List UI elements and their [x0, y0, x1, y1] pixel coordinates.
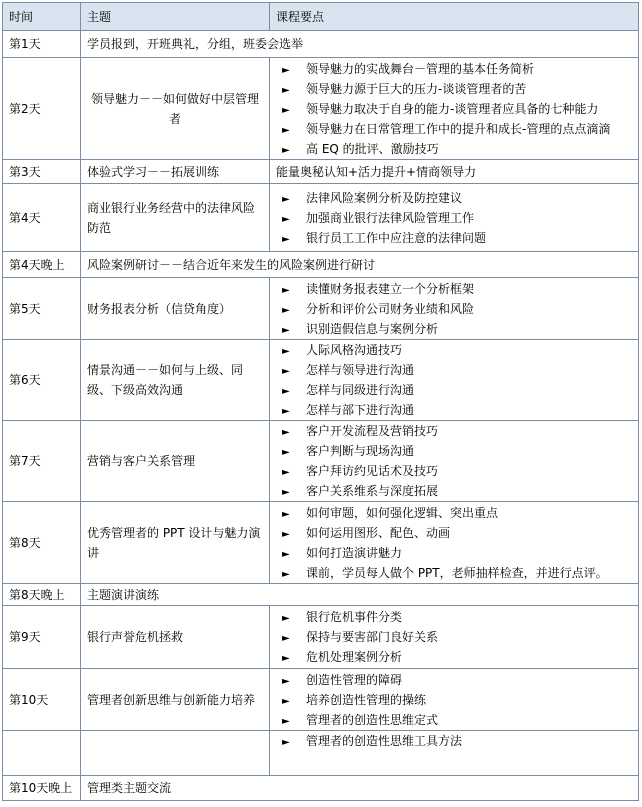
- table-row: [3, 502, 639, 584]
- list-item: ► 客户关系维系与深度拓展: [276, 481, 632, 501]
- list-item: ► 识别造假信息与案例分析: [276, 319, 632, 339]
- list-item: ► 领导魅力的实战舞台－管理的基本任务简析: [276, 59, 632, 79]
- header-time: 时间: [3, 3, 81, 31]
- bullet-arrow-icon: ►: [282, 427, 290, 438]
- table-row: [3, 160, 639, 184]
- day-cell: 第6天: [3, 340, 81, 421]
- curriculum-table: [2, 2, 639, 801]
- list-item: ► 银行员工工作中应注意的法律问题: [276, 228, 632, 248]
- points-cell: [270, 58, 639, 160]
- topic-cell: [81, 731, 270, 776]
- points-cell: [270, 278, 639, 340]
- list-item: ► 高 EQ 的批评、激励技巧: [276, 139, 632, 159]
- table-row: [3, 31, 639, 58]
- bullet-arrow-icon: ►: [282, 487, 290, 498]
- day-cell: 第4天晚上: [3, 252, 81, 278]
- topic-cell: 主题演讲演练: [81, 584, 639, 606]
- points-list: [276, 503, 632, 583]
- list-item: ► 领导魅力取决于自身的能力-谈管理者应具备的七种能力: [276, 99, 632, 119]
- points-list: [276, 607, 632, 667]
- table-row: [3, 606, 639, 669]
- list-item: ► 客户判断与现场沟通: [276, 441, 632, 461]
- bullet-arrow-icon: ►: [282, 528, 290, 540]
- bullet-arrow-icon: ►: [282, 64, 290, 76]
- bullet-arrow-icon: ►: [282, 346, 290, 357]
- bullet-arrow-icon: ►: [282, 386, 290, 397]
- bullet-arrow-icon: ►: [282, 715, 290, 727]
- bullet-arrow-icon: ►: [282, 233, 290, 245]
- bullet-arrow-icon: ►: [282, 284, 290, 296]
- bullet-arrow-icon: ►: [282, 144, 290, 156]
- topic-cell: 领导魅力－－如何做好中层管理者: [81, 58, 270, 160]
- points-list: [276, 421, 632, 501]
- list-item: ► 客户拜访约见话术及技巧: [276, 461, 632, 481]
- header-points: 课程要点: [270, 3, 639, 31]
- bullet-arrow-icon: ►: [282, 447, 290, 458]
- day-cell: 第3天: [3, 160, 81, 184]
- topic-cell: 管理类主题交流: [81, 776, 639, 801]
- bullet-arrow-icon: ►: [282, 675, 290, 687]
- day-cell: [3, 731, 81, 776]
- bullet-arrow-icon: ►: [282, 84, 290, 96]
- list-item: ► 怎样与同级进行沟通: [276, 380, 632, 400]
- points-list: [276, 279, 632, 339]
- day-cell: 第2天: [3, 58, 81, 160]
- day-cell: 第9天: [3, 606, 81, 669]
- bullet-arrow-icon: ►: [282, 104, 290, 116]
- points-list: [276, 670, 632, 730]
- table-row: [3, 252, 639, 278]
- bullet-arrow-icon: ►: [282, 124, 290, 136]
- points-cell: [270, 669, 639, 731]
- bullet-arrow-icon: ►: [282, 653, 290, 664]
- bullet-arrow-icon: ►: [282, 548, 290, 560]
- list-item: ► 分析和评价公司财务业绩和风险: [276, 299, 632, 319]
- list-item: ► 法律风险案例分析及防控建议: [276, 188, 632, 208]
- day-cell: 第10天晚上: [3, 776, 81, 801]
- table-row: [3, 58, 639, 160]
- list-item: ► 管理者的创造性思维定式: [276, 710, 632, 730]
- list-item: ► 危机处理案例分析: [276, 647, 632, 667]
- bullet-arrow-icon: ►: [282, 213, 290, 225]
- points-cell: [270, 606, 639, 669]
- points-list: [276, 59, 632, 159]
- list-item: ► 领导魅力源于巨大的压力-谈谈管理者的苦: [276, 79, 632, 99]
- points-cell: [270, 184, 639, 252]
- list-item: ► 创造性管理的障碍: [276, 670, 632, 690]
- topic-cell: 体验式学习－－拓展训练: [81, 160, 270, 184]
- day-cell: 第8天晚上: [3, 584, 81, 606]
- table-row: [3, 776, 639, 801]
- list-item: ► 管理者的创造性思维工具方法: [276, 731, 632, 751]
- list-item: ► 领导魅力在日常管理工作中的提升和成长-管理的点点滴滴: [276, 119, 632, 139]
- points-cell: [270, 731, 639, 776]
- note-cell: 能量奥秘认知+活力提升+情商领导力: [270, 160, 639, 184]
- list-item: ► 银行危机事件分类: [276, 607, 632, 627]
- day-cell: 第4天: [3, 184, 81, 252]
- bullet-arrow-icon: ►: [282, 737, 290, 748]
- topic-cell: 学员报到，开班典礼，分组，班委会选举: [81, 31, 639, 58]
- table-row: [3, 421, 639, 502]
- list-item: ► 人际风格沟通技巧: [276, 340, 632, 360]
- bullet-arrow-icon: ►: [282, 193, 290, 205]
- table-row: [3, 731, 639, 776]
- list-item: ► 客户开发流程及营销技巧: [276, 421, 632, 441]
- list-item: ► 课前，学员每人做个 PPT，老师抽样检查，并进行点评。: [276, 563, 632, 583]
- list-item: ► 如何打造演讲魅力: [276, 543, 632, 563]
- points-list: [276, 731, 632, 751]
- list-item: ► 怎样与部下进行沟通: [276, 400, 632, 420]
- topic-cell: 商业银行业务经营中的法律风险防范: [81, 184, 270, 252]
- topic-cell: 营销与客户关系管理: [81, 421, 270, 502]
- bullet-arrow-icon: ►: [282, 613, 290, 624]
- topic-cell: 财务报表分析（信贷角度）: [81, 278, 270, 340]
- topic-cell: 管理者创新思维与创新能力培养: [81, 669, 270, 731]
- header-topic: 主题: [81, 3, 270, 31]
- list-item: ► 加强商业银行法律风险管理工作: [276, 208, 632, 228]
- table-row: [3, 340, 639, 421]
- bullet-arrow-icon: ►: [282, 508, 290, 520]
- bullet-arrow-icon: ►: [282, 406, 290, 417]
- table-row: [3, 584, 639, 606]
- topic-cell: 情景沟通－－如何与上级、同级、下级高效沟通: [81, 340, 270, 421]
- day-cell: 第10天: [3, 669, 81, 731]
- bullet-arrow-icon: ►: [282, 633, 290, 644]
- bullet-arrow-icon: ►: [282, 568, 290, 580]
- bullet-arrow-icon: ►: [282, 366, 290, 377]
- points-cell: [270, 421, 639, 502]
- day-cell: 第7天: [3, 421, 81, 502]
- topic-cell: 银行声誉危机拯救: [81, 606, 270, 669]
- topic-cell: 风险案例研讨－－结合近年来发生的风险案例进行研讨: [81, 252, 639, 278]
- bullet-arrow-icon: ►: [282, 467, 290, 478]
- topic-cell: 优秀管理者的 PPT 设计与魅力演讲: [81, 502, 270, 584]
- bullet-arrow-icon: ►: [282, 695, 290, 707]
- list-item: ► 培养创造性管理的操练: [276, 690, 632, 710]
- day-cell: 第8天: [3, 502, 81, 584]
- list-item: ► 如何审题，如何强化逻辑、突出重点: [276, 503, 632, 523]
- bullet-arrow-icon: ►: [282, 324, 290, 336]
- bullet-arrow-icon: ►: [282, 304, 290, 316]
- list-item: ► 怎样与领导进行沟通: [276, 360, 632, 380]
- points-cell: [270, 340, 639, 421]
- day-cell: 第5天: [3, 278, 81, 340]
- points-cell: [270, 502, 639, 584]
- header-row: [3, 3, 639, 31]
- list-item: ► 保持与要害部门良好关系: [276, 627, 632, 647]
- table-row: [3, 278, 639, 340]
- points-list: [276, 188, 632, 248]
- list-item: ► 如何运用图形、配色、动画: [276, 523, 632, 543]
- day-cell: 第1天: [3, 31, 81, 58]
- table-row: [3, 669, 639, 731]
- table-row: [3, 184, 639, 252]
- list-item: ► 读懂财务报表建立一个分析框架: [276, 279, 632, 299]
- points-list: [276, 340, 632, 420]
